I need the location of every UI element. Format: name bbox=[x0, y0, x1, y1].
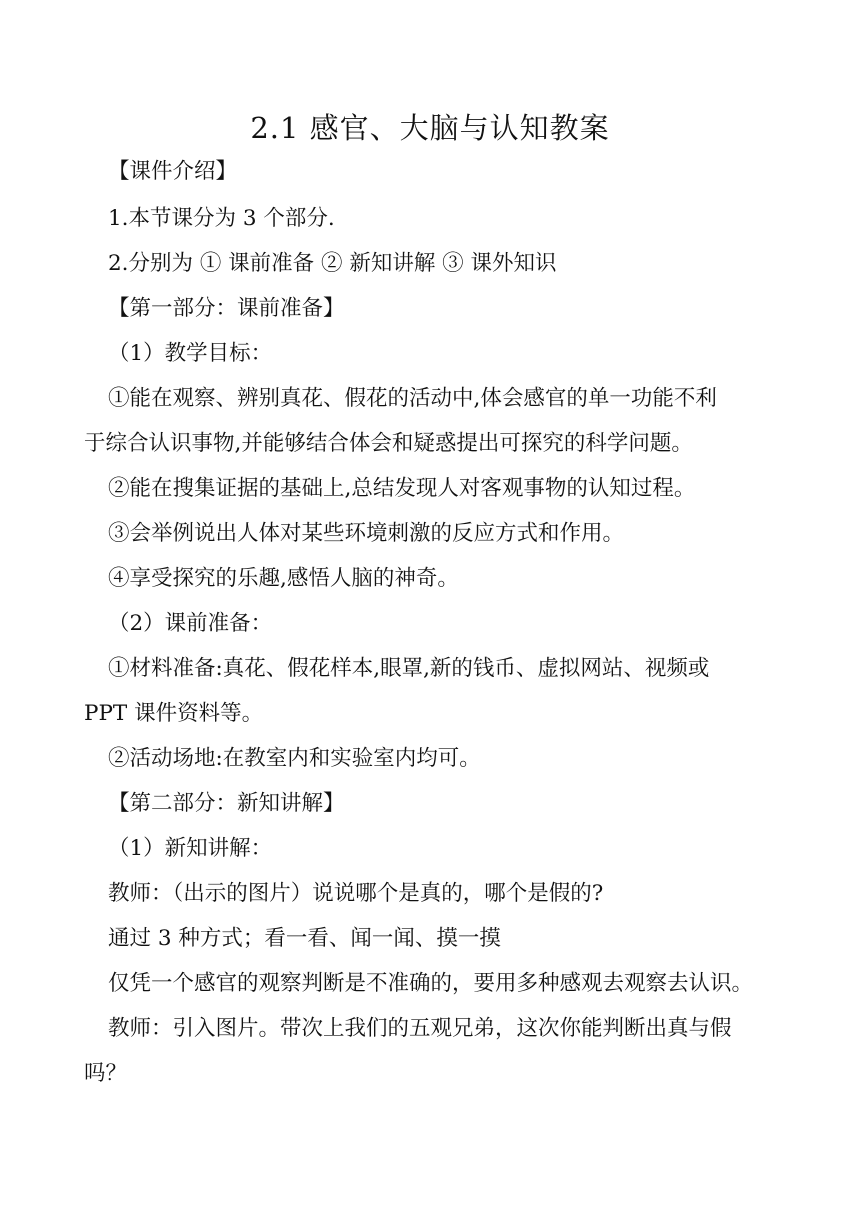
paragraph-line: 1.本节课分为 3 个部分. bbox=[108, 206, 335, 231]
sub-heading-teaching-goals: （1）教学目标： bbox=[108, 341, 273, 366]
sub-heading-preparation: （2）课前准备： bbox=[108, 611, 273, 636]
paragraph-line: 教师：（出示的图片）说说哪个是真的，哪个是假的? bbox=[108, 881, 604, 906]
paragraph-line: ①能在观察、辨别真花、假花的活动中,体会感官的单一功能不利 bbox=[108, 386, 717, 411]
section-heading-part-two: 【第二部分：新知讲解】 bbox=[108, 791, 345, 816]
paragraph-line: 仅凭一个感官的观察判断是不准确的，要用多种感观去观察去认识。 bbox=[108, 971, 754, 996]
section-heading-intro: 【课件介绍】 bbox=[108, 159, 238, 184]
paragraph-line: ①材料准备:真花、假花样本,眼罩,新的钱币、虚拟网站、视频或 bbox=[108, 656, 710, 681]
paragraph-line: PPT 课件资料等。 bbox=[84, 701, 264, 726]
sub-heading-new-knowledge: （1）新知讲解： bbox=[108, 836, 273, 861]
paragraph-line: 2.分别为 ① 课前准备 ② 新知讲解 ③ 课外知识 bbox=[108, 251, 557, 276]
paragraph-line: ③会举例说出人体对某些环境刺激的反应方式和作用。 bbox=[108, 521, 625, 546]
paragraph-line: ②活动场地:在教室内和实验室内均可。 bbox=[108, 746, 481, 771]
paragraph-line: 于综合认识事物,并能够结合体会和疑惑提出可探究的科学问题。 bbox=[84, 431, 693, 456]
section-heading-part-one: 【第一部分：课前准备】 bbox=[108, 296, 345, 321]
paragraph-line: 教师：引入图片。带次上我们的五观兄弟，这次你能判断出真与假 bbox=[108, 1016, 732, 1041]
paragraph-line: ④享受探究的乐趣,感悟人脑的神奇。 bbox=[108, 566, 459, 591]
document-title: 2.1 感官、大脑与认知教案 bbox=[250, 111, 610, 145]
paragraph-line: ②能在搜集证据的基础上,总结发现人对客观事物的认知过程。 bbox=[108, 476, 696, 501]
paragraph-line: 吗？ bbox=[84, 1061, 128, 1086]
paragraph-line: 通过 3 种方式；看一看、闻一闻、摸一摸 bbox=[108, 926, 501, 951]
